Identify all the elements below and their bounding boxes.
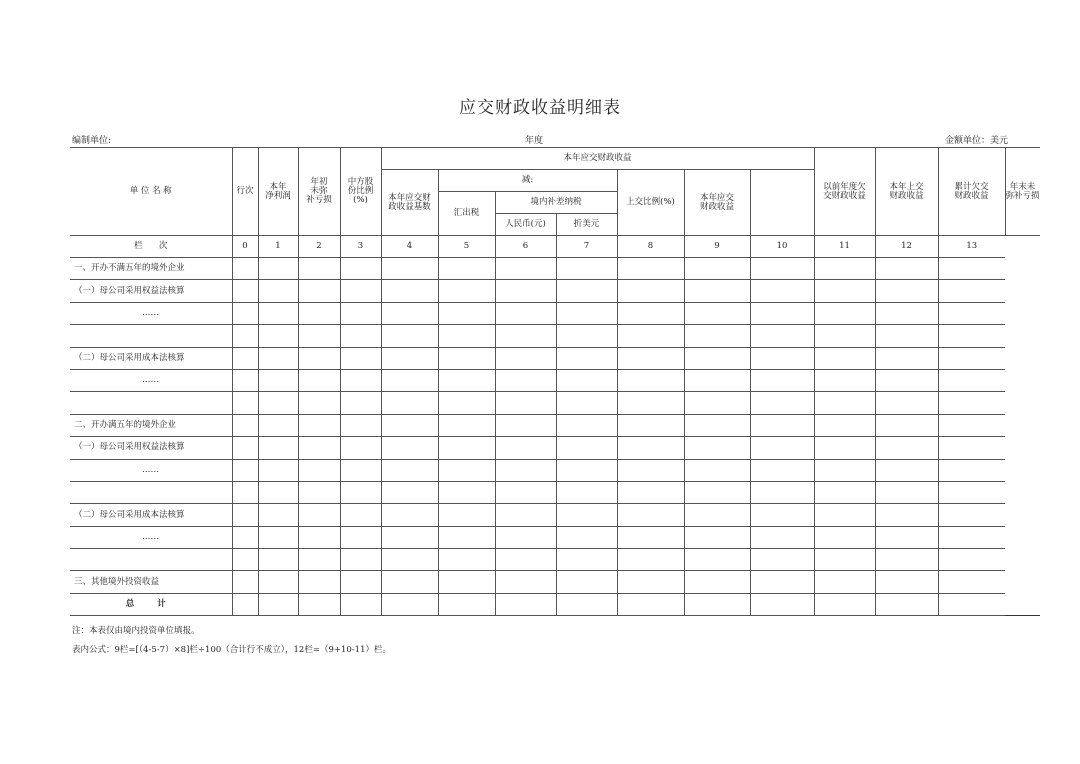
header-share-ratio: 中方股 份比例 (%) xyxy=(340,148,381,236)
table-cell[interactable] xyxy=(258,571,298,593)
table-cell[interactable] xyxy=(232,392,258,414)
table-cell[interactable] xyxy=(340,325,381,347)
table-cell[interactable] xyxy=(556,280,617,302)
total-row xyxy=(70,593,1040,615)
table-cell[interactable] xyxy=(875,347,938,369)
header-usd: 折美元 xyxy=(556,214,617,236)
table-cell[interactable] xyxy=(340,258,381,280)
table-cell[interactable] xyxy=(232,549,258,571)
table-cell[interactable] xyxy=(750,481,814,503)
table-cell[interactable] xyxy=(495,571,556,593)
table-cell[interactable] xyxy=(258,258,298,280)
table-cell[interactable] xyxy=(875,280,938,302)
table-cell[interactable] xyxy=(438,593,495,615)
table-cell[interactable] xyxy=(814,369,875,391)
table-cell[interactable] xyxy=(556,347,617,369)
table-cell[interactable] xyxy=(495,459,556,481)
table-cell[interactable] xyxy=(814,302,875,324)
row-label: 二、开办满五年的境外企业 xyxy=(70,414,232,436)
table-cell[interactable] xyxy=(814,593,875,615)
table-cell[interactable] xyxy=(340,302,381,324)
table-cell[interactable] xyxy=(750,549,814,571)
table-cell[interactable] xyxy=(556,504,617,526)
table-cell[interactable] xyxy=(684,369,750,391)
table-cell[interactable] xyxy=(750,526,814,548)
table-cell[interactable] xyxy=(875,593,938,615)
table-cell[interactable] xyxy=(381,302,438,324)
page-title: 应交财政收益明细表 xyxy=(459,98,621,118)
column-number: 6 xyxy=(495,236,556,258)
row-label xyxy=(70,392,232,414)
table-cell[interactable] xyxy=(750,414,814,436)
table-cell[interactable] xyxy=(381,593,438,615)
table-cell[interactable] xyxy=(258,302,298,324)
table-cell[interactable] xyxy=(340,593,381,615)
table-cell[interactable] xyxy=(340,571,381,593)
header-remit-tax: 汇出税 xyxy=(438,192,495,236)
table-cell[interactable] xyxy=(750,437,814,459)
table-row xyxy=(70,437,1040,459)
table-cell[interactable] xyxy=(340,549,381,571)
table-cell[interactable] xyxy=(938,526,1005,548)
table-cell[interactable] xyxy=(750,504,814,526)
table-cell[interactable] xyxy=(381,325,438,347)
table-cell[interactable] xyxy=(875,325,938,347)
table-header xyxy=(70,148,1040,236)
table-row xyxy=(70,347,1040,369)
table-row xyxy=(70,258,1040,280)
table-cell[interactable] xyxy=(684,392,750,414)
table-cell[interactable] xyxy=(938,302,1005,324)
table-cell[interactable] xyxy=(381,437,438,459)
row-label: …… xyxy=(70,526,232,548)
table-row xyxy=(70,369,1040,391)
table-cell[interactable] xyxy=(875,571,938,593)
table-cell[interactable] xyxy=(438,504,495,526)
table-cell[interactable] xyxy=(381,481,438,503)
table-cell[interactable] xyxy=(556,392,617,414)
table-cell[interactable] xyxy=(258,481,298,503)
table-cell[interactable] xyxy=(381,258,438,280)
table-cell[interactable] xyxy=(684,481,750,503)
table-cell[interactable] xyxy=(875,369,938,391)
table-cell[interactable] xyxy=(750,258,814,280)
table-cell[interactable] xyxy=(495,593,556,615)
table-cell[interactable] xyxy=(814,347,875,369)
table-row xyxy=(70,280,1040,302)
table-cell[interactable] xyxy=(340,369,381,391)
table-cell[interactable] xyxy=(232,481,258,503)
table-cell[interactable] xyxy=(495,347,556,369)
table-cell[interactable] xyxy=(340,280,381,302)
table-cell[interactable] xyxy=(556,526,617,548)
table-cell[interactable] xyxy=(340,437,381,459)
row-label: （二）母公司采用成本法核算 xyxy=(70,504,232,526)
table-cell[interactable] xyxy=(298,302,340,324)
table-cell[interactable] xyxy=(258,369,298,391)
table-cell[interactable] xyxy=(556,258,617,280)
table-cell[interactable] xyxy=(232,369,258,391)
row-label: 三、其他境外投资收益 xyxy=(70,571,232,593)
table-cell[interactable] xyxy=(438,437,495,459)
table-cell[interactable] xyxy=(617,302,684,324)
header-less: 减: xyxy=(438,170,617,192)
table-cell[interactable] xyxy=(875,481,938,503)
table-cell[interactable] xyxy=(556,549,617,571)
column-number: 2 xyxy=(298,236,340,258)
table-cell[interactable] xyxy=(298,369,340,391)
header-current-revenue-group: 本年应交财政收益 xyxy=(381,148,814,170)
table-cell[interactable] xyxy=(232,280,258,302)
table-cell[interactable] xyxy=(258,459,298,481)
table-cell[interactable] xyxy=(556,437,617,459)
row-label: （一）母公司采用权益法核算 xyxy=(70,437,232,459)
table-cell[interactable] xyxy=(938,504,1005,526)
table-cell[interactable] xyxy=(938,549,1005,571)
table-cell[interactable] xyxy=(750,347,814,369)
table-cell[interactable] xyxy=(938,437,1005,459)
table-cell[interactable] xyxy=(298,571,340,593)
table-cell[interactable] xyxy=(495,414,556,436)
table-cell[interactable] xyxy=(684,414,750,436)
table-cell[interactable] xyxy=(438,459,495,481)
row-label: …… xyxy=(70,369,232,391)
header-unit-name: 单 位 名 称 xyxy=(70,148,232,236)
table-cell[interactable] xyxy=(495,392,556,414)
table-cell[interactable] xyxy=(814,414,875,436)
column-number: 7 xyxy=(556,236,617,258)
header-base: 本年应交财 政收益基数 xyxy=(381,170,438,236)
table-cell[interactable] xyxy=(298,414,340,436)
table-cell[interactable] xyxy=(814,526,875,548)
table-cell[interactable] xyxy=(875,437,938,459)
table-cell[interactable] xyxy=(556,571,617,593)
compiling-unit-label: 编制单位: xyxy=(72,136,112,146)
table-cell[interactable] xyxy=(684,258,750,280)
row-label xyxy=(70,481,232,503)
table-cell[interactable] xyxy=(814,437,875,459)
table-cell[interactable] xyxy=(438,526,495,548)
table-cell[interactable] xyxy=(298,392,340,414)
table-cell[interactable] xyxy=(298,258,340,280)
table-cell[interactable] xyxy=(298,549,340,571)
table-cell[interactable] xyxy=(381,526,438,548)
table-cell[interactable] xyxy=(938,459,1005,481)
header-rmb: 人民币(元) xyxy=(495,214,556,236)
table-cell[interactable] xyxy=(298,325,340,347)
table-cell[interactable] xyxy=(258,437,298,459)
table-cell[interactable] xyxy=(381,459,438,481)
table-cell[interactable] xyxy=(684,459,750,481)
header-net-profit: 本年 净利润 xyxy=(258,148,298,236)
table-cell[interactable] xyxy=(495,325,556,347)
table-cell[interactable] xyxy=(232,459,258,481)
column-number: 0 xyxy=(232,236,258,258)
table-cell[interactable] xyxy=(495,549,556,571)
table-cell[interactable] xyxy=(495,481,556,503)
table-cell[interactable] xyxy=(617,325,684,347)
table-cell[interactable] xyxy=(938,325,1005,347)
table-cell[interactable] xyxy=(750,593,814,615)
table-cell[interactable] xyxy=(875,549,938,571)
table-cell[interactable] xyxy=(298,280,340,302)
table-cell[interactable] xyxy=(814,549,875,571)
table-cell[interactable] xyxy=(495,437,556,459)
table-cell[interactable] xyxy=(340,392,381,414)
table-cell[interactable] xyxy=(232,325,258,347)
table-cell[interactable] xyxy=(938,414,1005,436)
table-row xyxy=(70,549,1040,571)
table-row xyxy=(70,414,1040,436)
header-loss-begin: 年初 未弥 补亏损 xyxy=(298,148,340,236)
table-cell[interactable] xyxy=(556,593,617,615)
table-row xyxy=(70,459,1040,481)
table-cell[interactable] xyxy=(938,571,1005,593)
table-row xyxy=(70,526,1040,548)
table-cell[interactable] xyxy=(258,392,298,414)
table-cell[interactable] xyxy=(556,369,617,391)
amount-unit-label: 金额单位：美元 xyxy=(944,136,1008,146)
table-cell[interactable] xyxy=(438,571,495,593)
table-cell[interactable] xyxy=(875,504,938,526)
table-cell[interactable] xyxy=(495,526,556,548)
table-cell[interactable] xyxy=(814,280,875,302)
row-label: …… xyxy=(70,459,232,481)
row-label: …… xyxy=(70,302,232,324)
table-cell[interactable] xyxy=(438,392,495,414)
table-cell[interactable] xyxy=(556,481,617,503)
table-cell[interactable] xyxy=(298,459,340,481)
table-cell[interactable] xyxy=(684,325,750,347)
table-cell[interactable] xyxy=(495,504,556,526)
table-cell[interactable] xyxy=(340,459,381,481)
table-cell[interactable] xyxy=(381,369,438,391)
table-row xyxy=(70,504,1040,526)
revenue-detail-table xyxy=(70,147,1040,616)
table-cell[interactable] xyxy=(340,481,381,503)
table-cell[interactable] xyxy=(938,392,1005,414)
table-cell[interactable] xyxy=(750,369,814,391)
row-label: （一）母公司采用权益法核算 xyxy=(70,280,232,302)
column-number: 4 xyxy=(381,236,438,258)
row-label: 一、开办不满五年的境外企业 xyxy=(70,258,232,280)
table-cell[interactable] xyxy=(438,302,495,324)
table-cell[interactable] xyxy=(750,280,814,302)
column-number: 11 xyxy=(814,236,875,258)
table-row xyxy=(70,392,1040,414)
table-cell[interactable] xyxy=(381,549,438,571)
row-label: （二）母公司采用成本法核算 xyxy=(70,347,232,369)
table-cell[interactable] xyxy=(684,302,750,324)
table-cell[interactable] xyxy=(684,504,750,526)
table-cell[interactable] xyxy=(381,392,438,414)
table-row xyxy=(70,302,1040,324)
table-cell[interactable] xyxy=(617,347,684,369)
table-cell[interactable] xyxy=(814,504,875,526)
column-number: 8 xyxy=(617,236,684,258)
row-label xyxy=(70,325,232,347)
table-cell[interactable] xyxy=(438,481,495,503)
table-cell[interactable] xyxy=(617,481,684,503)
header-paid-this-year: 本年上交 财政收益 xyxy=(875,148,938,236)
table-cell[interactable] xyxy=(617,504,684,526)
header-domestic-tax: 境内补差纳税 xyxy=(495,192,617,214)
table-cell[interactable] xyxy=(684,593,750,615)
header-row-no: 行次 xyxy=(232,148,258,236)
column-number: 13 xyxy=(938,236,1005,258)
table-cell[interactable] xyxy=(684,526,750,548)
table-cell[interactable] xyxy=(750,571,814,593)
table-cell[interactable] xyxy=(750,302,814,324)
table-cell[interactable] xyxy=(684,571,750,593)
table-cell[interactable] xyxy=(232,526,258,548)
header-hand-ratio: 上交比例(%) xyxy=(617,170,684,236)
table-cell[interactable] xyxy=(684,280,750,302)
table-cell[interactable] xyxy=(750,392,814,414)
table-cell[interactable] xyxy=(340,504,381,526)
table-cell[interactable] xyxy=(438,414,495,436)
note-1: 注：本表仅由境内投资单位填报。 xyxy=(72,626,200,636)
table-cell[interactable] xyxy=(684,437,750,459)
table-cell[interactable] xyxy=(495,302,556,324)
table-cell[interactable] xyxy=(617,549,684,571)
table-cell[interactable] xyxy=(617,280,684,302)
table-cell[interactable] xyxy=(875,392,938,414)
table-cell[interactable] xyxy=(617,392,684,414)
note-formula: 表内公式：9栏=[（4-5-7）×8]栏÷100（合计行不成立），12栏=（9+10-11）栏。 xyxy=(72,645,391,655)
table-cell[interactable] xyxy=(298,593,340,615)
table-cell[interactable] xyxy=(875,258,938,280)
table-cell[interactable] xyxy=(258,593,298,615)
table-cell[interactable] xyxy=(556,302,617,324)
table-cell[interactable] xyxy=(232,258,258,280)
table-cell[interactable] xyxy=(875,526,938,548)
table-cell[interactable] xyxy=(617,459,684,481)
table-cell[interactable] xyxy=(684,549,750,571)
table-cell[interactable] xyxy=(938,481,1005,503)
table-cell[interactable] xyxy=(617,258,684,280)
table-cell[interactable] xyxy=(258,347,298,369)
table-cell[interactable] xyxy=(381,347,438,369)
column-number-row xyxy=(70,236,1040,258)
table-cell[interactable] xyxy=(556,414,617,436)
table-cell[interactable] xyxy=(814,258,875,280)
table-cell[interactable] xyxy=(617,526,684,548)
table-cell[interactable] xyxy=(258,280,298,302)
column-number: 12 xyxy=(875,236,938,258)
table-cell[interactable] xyxy=(495,369,556,391)
table-cell[interactable] xyxy=(340,526,381,548)
table-cell[interactable] xyxy=(438,347,495,369)
table-cell[interactable] xyxy=(875,414,938,436)
table-cell[interactable] xyxy=(814,392,875,414)
table-cell[interactable] xyxy=(684,347,750,369)
table-cell[interactable] xyxy=(340,347,381,369)
table-cell[interactable] xyxy=(938,258,1005,280)
table-cell[interactable] xyxy=(938,280,1005,302)
column-number: 5 xyxy=(438,236,495,258)
header-loss-end: 年末未 弥补亏损 xyxy=(1005,148,1040,236)
table-cell[interactable] xyxy=(617,437,684,459)
table-cell[interactable] xyxy=(258,549,298,571)
table-cell[interactable] xyxy=(617,369,684,391)
table-cell[interactable] xyxy=(438,280,495,302)
header-cumulative-owed: 累计欠交 财政收益 xyxy=(938,148,1005,236)
table-cell[interactable] xyxy=(258,504,298,526)
table-cell[interactable] xyxy=(340,414,381,436)
table-cell[interactable] xyxy=(258,526,298,548)
table-cell[interactable] xyxy=(938,347,1005,369)
total-label: 总 计 xyxy=(70,593,232,615)
table-cell[interactable] xyxy=(298,481,340,503)
table-cell[interactable] xyxy=(232,504,258,526)
column-number-label: 栏 次 xyxy=(70,236,232,258)
table-cell[interactable] xyxy=(438,549,495,571)
table-cell[interactable] xyxy=(750,459,814,481)
table-cell[interactable] xyxy=(617,593,684,615)
table-cell[interactable] xyxy=(814,571,875,593)
header-current-due: 本年应交 财政收益 xyxy=(684,170,750,236)
table-cell[interactable] xyxy=(232,347,258,369)
table-cell[interactable] xyxy=(750,325,814,347)
table-cell[interactable] xyxy=(232,593,258,615)
table-cell[interactable] xyxy=(381,571,438,593)
row-label xyxy=(70,549,232,571)
column-number: 3 xyxy=(340,236,381,258)
table-cell[interactable] xyxy=(495,280,556,302)
table-cell[interactable] xyxy=(814,459,875,481)
table-cell[interactable] xyxy=(232,571,258,593)
table-cell[interactable] xyxy=(495,258,556,280)
table-cell[interactable] xyxy=(381,280,438,302)
table-cell[interactable] xyxy=(232,414,258,436)
table-cell[interactable] xyxy=(875,459,938,481)
table-cell[interactable] xyxy=(298,347,340,369)
table-row xyxy=(70,325,1040,347)
table-body xyxy=(70,258,1040,594)
column-number: 1 xyxy=(258,236,298,258)
column-number: 9 xyxy=(684,236,750,258)
table-cell[interactable] xyxy=(298,437,340,459)
table-cell[interactable] xyxy=(232,437,258,459)
table-cell[interactable] xyxy=(617,571,684,593)
header-prior-owed: 以前年度欠 交财政收益 xyxy=(814,148,875,236)
table-cell[interactable] xyxy=(381,414,438,436)
table-cell[interactable] xyxy=(617,414,684,436)
table-cell[interactable] xyxy=(556,325,617,347)
table-row xyxy=(70,571,1040,593)
table-cell[interactable] xyxy=(875,302,938,324)
table-cell[interactable] xyxy=(258,414,298,436)
table-cell[interactable] xyxy=(298,526,340,548)
table-cell[interactable] xyxy=(814,325,875,347)
table-cell[interactable] xyxy=(438,369,495,391)
year-label: 年度 xyxy=(525,136,544,146)
table-cell[interactable] xyxy=(938,369,1005,391)
table-cell[interactable] xyxy=(232,302,258,324)
table-cell[interactable] xyxy=(556,459,617,481)
table-cell[interactable] xyxy=(298,504,340,526)
table-cell[interactable] xyxy=(438,258,495,280)
table-row xyxy=(70,481,1040,503)
table-cell[interactable] xyxy=(438,325,495,347)
table-cell[interactable] xyxy=(258,325,298,347)
column-number: 10 xyxy=(750,236,814,258)
table-cell[interactable] xyxy=(381,504,438,526)
table-cell[interactable] xyxy=(938,593,1005,615)
table-cell[interactable] xyxy=(814,481,875,503)
